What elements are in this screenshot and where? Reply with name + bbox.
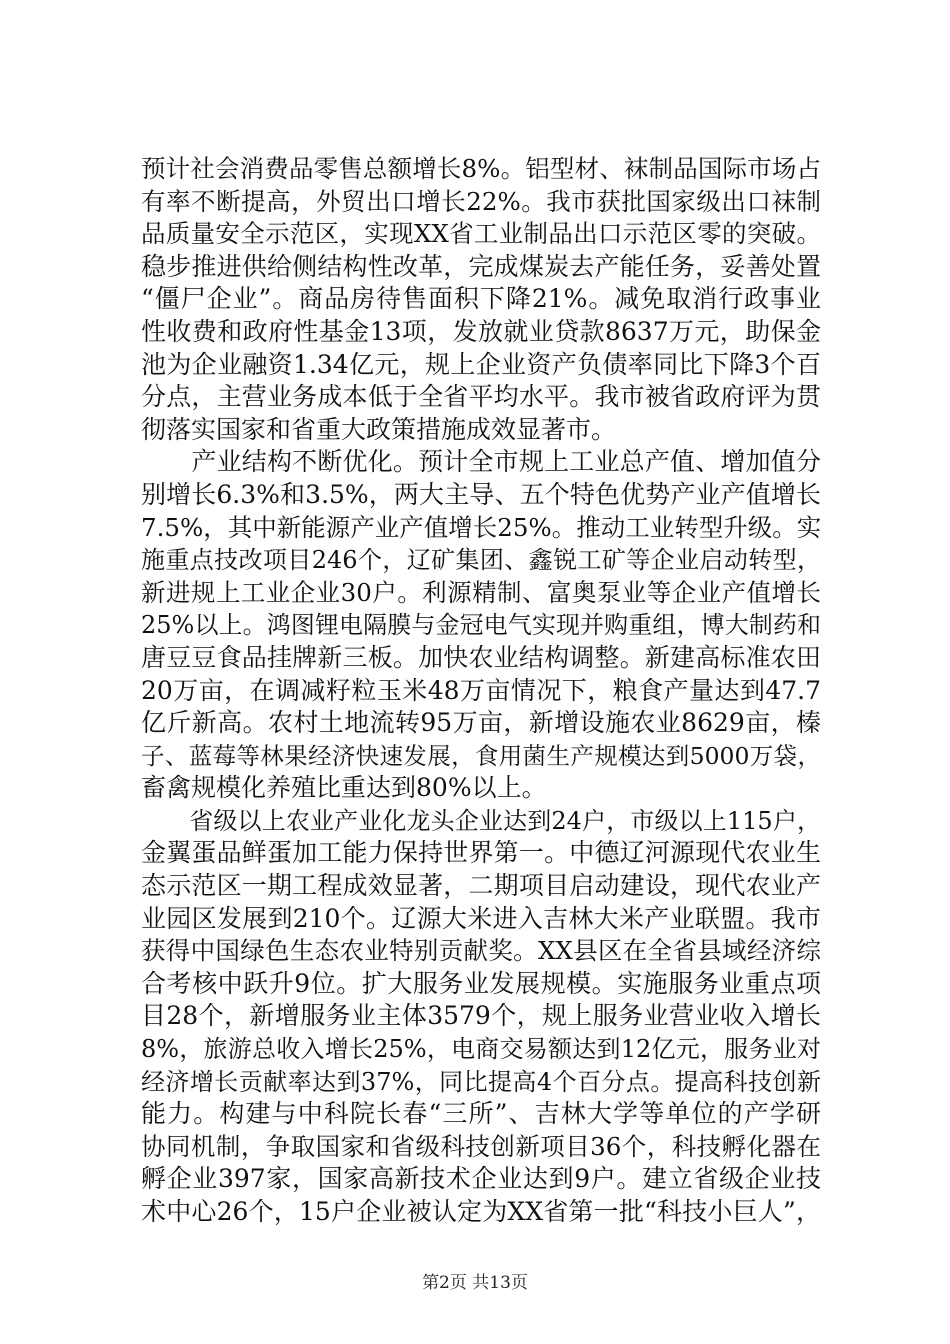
text-line: 7.5%，其中新能源产业产值增长25%。推动工业转型升级。实	[141, 512, 822, 542]
text-line: 能力。构建与中科院长春“三所”、吉林大学等单位的产学研	[141, 1099, 821, 1129]
text-line: 孵企业397家，国家高新技术企业达到9户。建立省级企业技	[141, 1164, 821, 1194]
text-line: 池为企业融资1.34亿元，规上企业资产负债率同比下降3个百	[141, 349, 821, 379]
text-line: 有率不断提高，外贸出口增长22%。我市获批国家级出口袜制	[141, 186, 821, 216]
text-line: 经济增长贡献率达到37%，同比提高4个百分点。提高科技创新	[141, 1067, 821, 1096]
text-line: 唐豆豆食品挂牌新三板。加快农业结构调整。新建高标准农田	[141, 642, 821, 672]
text-line: 省级以上农业产业化龙头企业达到24户，市级以上115户，	[141, 806, 821, 835]
text-line: 8%，旅游总收入增长25%，电商交易额达到12亿元，服务业对	[141, 1035, 821, 1064]
text-line: 施重点技改项目246个，辽矿集团、鑫锐工矿等企业启动转型，	[141, 546, 821, 575]
text-line: 目28个，新增服务业主体3579个，规上服务业营业收入增长	[141, 1001, 821, 1031]
text-line: 分点，主营业务成本低于全省平均水平。我市被省政府评为贯	[141, 382, 821, 412]
text-line: 品质量安全示范区，实现XX省工业制品出口示范区零的突破。	[141, 219, 821, 249]
text-line: 获得中国绿色生态农业特别贡献奖。XX县区在全省县域经济综	[141, 936, 821, 966]
text-line: 预计社会消费品零售总额增长8%。铝型材、袜制品国际市场占	[141, 154, 821, 183]
document-body	[141, 153, 821, 1229]
text-line: 畜禽规模化养殖比重达到80%以上。	[141, 773, 547, 803]
text-line: 协同机制，争取国家和省级科技创新项目36个，科技孵化器在	[141, 1131, 821, 1161]
text-line: 金翼蛋品鲜蛋加工能力保持世界第一。中德辽河源现代农业生	[141, 838, 821, 868]
text-line: 子、蓝莓等林果经济快速发展，食用菌生产规模达到5000万袋，	[141, 741, 821, 770]
text-line: 性收费和政府性基金13项，发放就业贷款8637万元，助保金	[141, 316, 821, 346]
text-line: 彻落实国家和省重大政策措施成效显著市。	[141, 414, 617, 444]
text-line: 合考核中跃升9位。扩大服务业发展规模。实施服务业重点项	[141, 968, 821, 998]
text-line: 产业结构不断优化。预计全市规上工业总产值、增加值分	[141, 447, 821, 477]
text-line: 态示范区一期工程成效显著，二期项目启动建设，现代农业产	[141, 871, 821, 901]
text-line: 别增长6.3%和3.5%，两大主导、五个特色优势产业产值增长	[141, 479, 821, 509]
text-line: 20万亩，在调减籽粒玉米48万亩情况下，粮食产量达到47.7	[141, 675, 821, 705]
text-line: 业园区发展到210个。辽源大米进入吉林大米产业联盟。我市	[141, 903, 821, 933]
text-line: 25%以上。鸿图锂电隔膜与金冠电气实现并购重组，博大制药和	[141, 611, 821, 640]
page-number-footer: 第2页 共13页	[422, 1273, 528, 1293]
text-line: 术中心26个，15户企业被认定为XX省第一批“科技小巨人”，	[141, 1197, 821, 1226]
text-line: 亿斤新高。农村土地流转95万亩，新增设施农业8629亩，榛	[141, 708, 821, 738]
text-line: 新进规上工业企业30户。利源精制、富奥泵业等企业产值增长	[141, 577, 821, 607]
text-line: 稳步推进供给侧结构性改革，完成煤炭去产能任务，妥善处置	[141, 251, 821, 281]
text-line: “僵尸企业”。商品房待售面积下降21%。减免取消行政事业	[141, 284, 821, 314]
